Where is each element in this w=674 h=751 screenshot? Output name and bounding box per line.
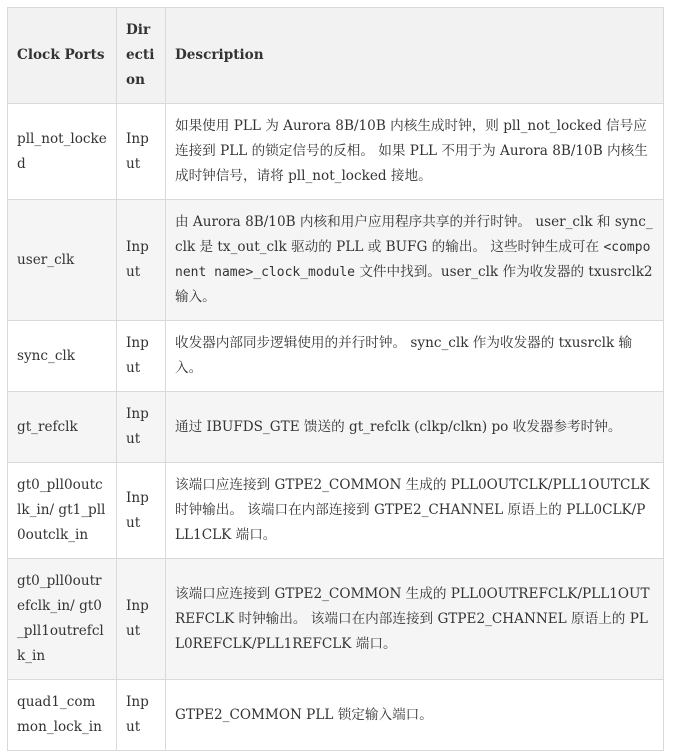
port-name: user_clk [8,200,117,321]
port-description [166,104,664,200]
port-direction: Input [117,104,166,200]
port-direction: Input [117,321,166,392]
description-code: <component name>_clock_module [175,240,651,280]
table-header [8,8,664,104]
port-name: quad1_common_lock_in [8,680,117,751]
port-direction: Input [117,463,166,559]
description-text-tail: 文件中找到。user_clk 作为收发器的 txusrclk2 输入。 [175,264,653,305]
port-direction: Input [117,200,166,321]
table-row [8,321,664,392]
clock-ports-table-container [7,7,664,751]
clock-ports-table [7,7,664,751]
port-description [166,392,664,463]
header-description: Description [166,8,664,104]
description-text: 由 Aurora 8B/10B 内核和用户应用程序共享的并行时钟。 user_clk 和 sync_clk 是 tx_out_clk 驱动的 PLL 或 BUFG 的输出。 这些时钟生成可在 [175,214,653,255]
port-name: sync_clk [8,321,117,392]
port-direction: Input [117,680,166,751]
table-row [8,200,664,321]
port-direction: Input [117,559,166,680]
table-row [8,559,664,680]
port-description [166,200,664,321]
header-clock-ports: Clock Ports [8,8,117,104]
header-row [8,8,664,104]
table-row [8,680,664,751]
port-direction: Input [117,392,166,463]
description-text: GTPE2_COMMON PLL 锁定输入端口。 [175,706,433,723]
description-text: 该端口应连接到 GTPE2_COMMON 生成的 PLL0OUTCLK/PLL1OUTCLK 时钟输出。 该端口在内部连接到 GTPE2_CHANNEL 原语上的 PLL0CLK/PLL1CLK 端口。 [175,477,650,543]
port-name: pll_not_locked [8,104,117,200]
description-text: 通过 IBUFDS_GTE 馈送的 gt_refclk (clkp/clkn) po 收发器参考时钟。 [175,418,622,435]
table-row [8,463,664,559]
table-body [8,104,664,751]
description-text: 该端口应连接到 GTPE2_COMMON 生成的 PLL0OUTREFCLK/PLL1OUTREFCLK 时钟输出。 该端口在内部连接到 GTPE2_CHANNEL 原语上的 PLL0REFCLK/PLL1REFCLK 端口。 [175,585,650,652]
port-name: gt0_pll0outrefclk_in/ gt0_pll1outrefclk_in [8,559,117,680]
description-text: 如果使用 PLL 为 Aurora 8B/10B 内核生成时钟，则 pll_not_locked 信号应连接到 PLL 的锁定信号的反相。 如果 PLL 不用于为 Aurora 8B/10B 内核生成时钟信号，请将 pll_not_locked 接地。 [175,118,648,184]
port-name: gt0_pll0outclk_in/ gt1_pll0outclk_in [8,463,117,559]
port-description [166,321,664,392]
table-row [8,104,664,200]
port-description [166,463,664,559]
table-row [8,392,664,463]
port-name: gt_refclk [8,392,117,463]
port-description [166,559,664,680]
port-description [166,680,664,751]
header-direction: Direction [117,8,166,104]
description-text: 收发器内部同步逻辑使用的并行时钟。 sync_clk 作为收发器的 txusrclk 输入。 [175,335,633,376]
